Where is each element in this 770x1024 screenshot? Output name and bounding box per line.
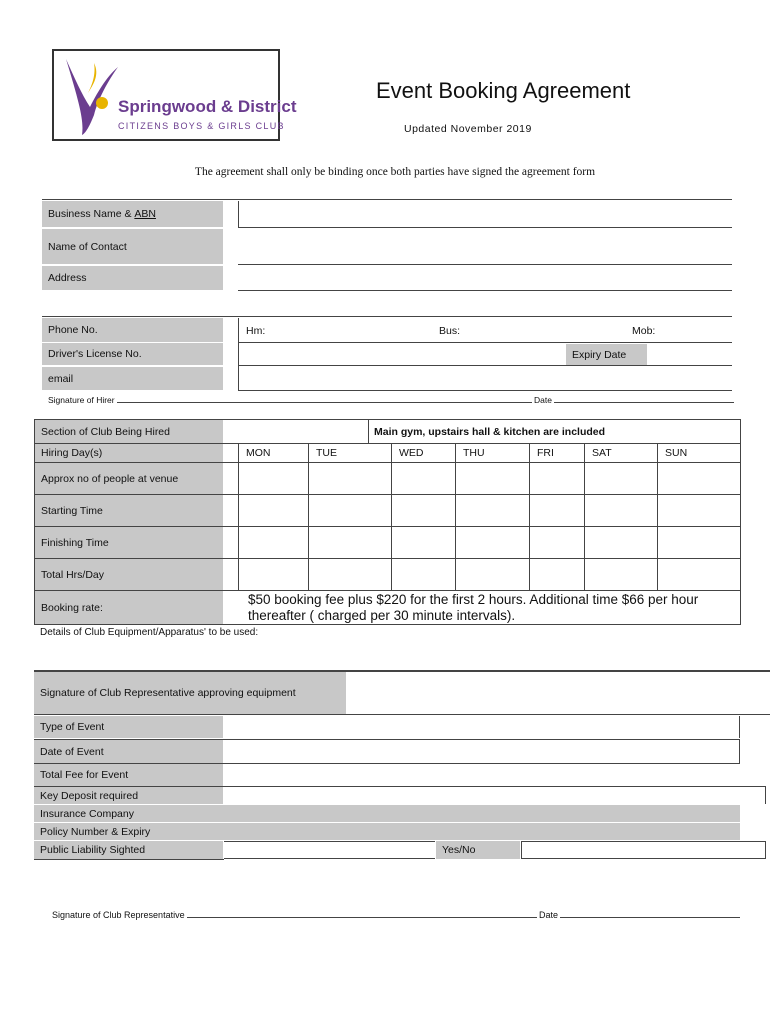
email-field[interactable]: [240, 367, 732, 390]
policy-number-label: Policy Number & Expiry: [34, 823, 740, 840]
hirer-signature-line[interactable]: Signature of Hirer Date: [48, 395, 734, 405]
booking-rate-label: Booking rate:: [35, 591, 223, 624]
total-fee-field[interactable]: [224, 764, 770, 786]
key-deposit-label: Key Deposit required: [34, 787, 223, 804]
yes-no-label: Yes/No: [436, 841, 520, 859]
insurance-company-label: Insurance Company: [34, 805, 740, 822]
liability-label: Public Liability Sighted: [34, 841, 223, 859]
phone-hm: Hm:: [246, 325, 266, 337]
expiry-date-field[interactable]: [648, 344, 732, 365]
day-tue[interactable]: TUE: [316, 447, 337, 459]
logo-figure-icon: [60, 55, 122, 137]
section-value: Main gym, upstairs hall & kitchen are included: [374, 426, 606, 438]
address-label: Address: [42, 266, 223, 290]
total-fee-label: Total Fee for Event: [34, 764, 223, 786]
total-hours-label: Total Hrs/Day: [35, 559, 223, 590]
business-name-field[interactable]: [240, 201, 732, 227]
event-type-field[interactable]: [224, 716, 740, 738]
logo-name: Springwood & District: [118, 97, 297, 116]
page-title: Event Booking Agreement: [376, 78, 631, 103]
event-type-label: Type of Event: [34, 716, 223, 738]
email-label: email: [42, 367, 223, 390]
section-label: Section of Club Being Hired: [35, 420, 223, 443]
equipment-field[interactable]: [34, 640, 770, 668]
binding-notice: The agreement shall only be binding once both parties have signed the agreement form: [194, 166, 596, 178]
day-wed[interactable]: WED: [399, 447, 424, 459]
rep-signature-line[interactable]: Signature of Club Representative Date: [52, 910, 740, 920]
day-sun[interactable]: SUN: [665, 447, 688, 459]
rep-date-label: Date: [538, 910, 558, 920]
insurance-company-field[interactable]: [741, 805, 770, 822]
license-label: Driver's License No.: [42, 343, 223, 365]
phone-mob: Mob:: [632, 325, 656, 337]
booking-rate-value: $50 booking fee plus $220 for the first 2 hours. Additional time $66 per hour thereafter ( charged per 30 minute intervals).: [248, 592, 699, 623]
license-field[interactable]: [240, 344, 566, 365]
day-fri[interactable]: FRI: [537, 447, 554, 459]
yes-no-field[interactable]: [521, 841, 766, 859]
key-deposit-field[interactable]: [224, 787, 766, 804]
abn-label: ABN: [134, 208, 156, 220]
rep-approve-label: Signature of Club Representative approving equipment: [34, 672, 346, 714]
rep-approve-signature-field[interactable]: [348, 672, 770, 714]
event-date-label: Date of Event: [34, 740, 223, 763]
logo-subtitle: CITIZENS BOYS & GIRLS CLUB: [118, 121, 285, 131]
contact-name-field[interactable]: [240, 229, 732, 264]
contact-name-label: Name of Contact: [42, 229, 223, 264]
liability-field[interactable]: [224, 841, 435, 859]
updated-date: Updated November 2019: [404, 123, 532, 135]
policy-number-field[interactable]: [741, 823, 770, 840]
start-time-label: Starting Time: [35, 495, 223, 526]
day-mon[interactable]: MON: [246, 447, 271, 459]
hirer-date-label: Date: [534, 395, 552, 405]
day-sat[interactable]: SAT: [592, 447, 612, 459]
hiring-days-label: Hiring Day(s): [35, 444, 223, 462]
day-thu[interactable]: THU: [463, 447, 485, 459]
address-field[interactable]: [240, 266, 732, 290]
people-label: Approx no of people at venue: [35, 463, 223, 494]
equipment-label: Details of Club Equipment/Apparatus' to be used:: [40, 627, 259, 638]
phone-field[interactable]: [240, 318, 732, 342]
expiry-date-label: Expiry Date: [566, 344, 647, 365]
phone-bus: Bus:: [439, 325, 461, 337]
phone-label: Phone No.: [42, 318, 223, 342]
business-name-label: Business Name & ABN: [42, 201, 223, 227]
club-logo: [52, 49, 297, 141]
finish-time-label: Finishing Time: [35, 527, 223, 558]
event-date-field[interactable]: [224, 740, 740, 763]
